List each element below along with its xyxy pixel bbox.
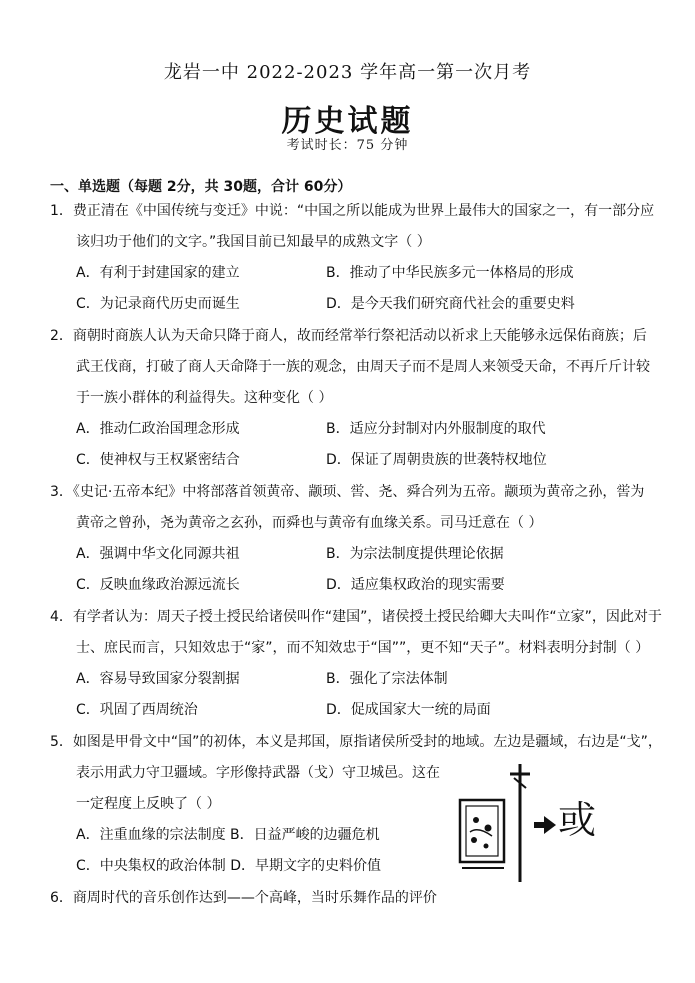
question-1-option-a: A．有利于封建国家的建立 <box>76 265 240 281</box>
question-6-line-1: 6．商周时代的音乐创作达到——个高峰，当时乐舞作品的评价 <box>50 890 437 906</box>
arrow-right-icon <box>534 816 556 834</box>
question-2-line-3: 于一族小群体的利益得失。这种变化（ ） <box>76 390 333 406</box>
exam-title: 龙岩一中 2022-2023 学年高一第一次月考 <box>163 62 532 83</box>
question-1-line-1: 1．费正清在《中国传统与变迁》中说：“中国之所以能成为世界上最伟大的国家之一，有一部分应 <box>50 203 655 219</box>
guo-character-icon: 或 <box>558 798 597 842</box>
question-4-line-2: 士、庶民而言，只知效忠于“家”，而不知效忠于“国””，更不知“天子”。材料表明分封制（ ） <box>76 640 650 656</box>
question-2-line-2: 武王伐商，打破了商人天命降于一族的观念，由周天子而不是周人来领受天命，不再斤斤计较 <box>76 359 650 375</box>
exam-duration: 考试时长：75 分钟 <box>286 138 409 153</box>
question-1-option-d: D．是今天我们研究商代社会的重要史料 <box>326 296 575 312</box>
question-2-option-d: D．保证了周朝贵族的世袭特权地位 <box>326 452 547 468</box>
subject-title: 历史试题 <box>281 104 414 139</box>
question-5-options-ab: A．注重血缘的宗法制度 B．日益严峻的边疆危机 <box>76 827 380 843</box>
question-3-option-d: D．适应集权政治的现实需要 <box>326 577 505 593</box>
question-3-option-b: B．为宗法制度提供理论依据 <box>326 546 504 562</box>
question-4-option-d: D．促成国家大一统的局面 <box>326 702 491 718</box>
question-1-option-c: C．为记录商代历史而诞生 <box>76 296 240 312</box>
question-5-line-2: 表示用武力守卫疆域。字形像持武器（戈）守卫城邑。这在 <box>76 765 440 781</box>
oracle-bone-figure <box>448 760 598 885</box>
question-2-line-1: 2．商朝时商族人认为天命只降于商人，故而经常举行祭祀活动以祈求上天能够永远保佑商族；后 <box>50 328 647 344</box>
question-5-line-1: 5．如图是甲骨文中“国”的初体，本义是邦国，原指诸侯所受封的地域。左边是疆域，右边是“戈”， <box>50 734 662 750</box>
question-1-option-b: B．推动了中华民族多元一体格局的形成 <box>326 265 574 281</box>
question-3-line-1: 3．《史记·五帝本纪》中将部落首领黄帝、颛顼、喾、尧、舜合列为五帝。颛顼为黄帝之孙，喾为 <box>50 484 645 500</box>
section-title: 一、单选题（每题 2分，共 30题，合计 60分） <box>50 179 352 195</box>
question-4-option-b: B．强化了宗法体制 <box>326 671 448 687</box>
question-2-option-b: B．适应分封制对内外服制度的取代 <box>326 421 546 437</box>
question-3-option-a: A．强调中华文化同源共祖 <box>76 546 240 562</box>
question-2-option-c: C．使神权与王权紧密结合 <box>76 452 240 468</box>
question-5-line-3: 一定程度上反映了（ ） <box>76 796 221 812</box>
question-4-option-c: C．巩固了西周统治 <box>76 702 198 718</box>
question-4-option-a: A．容易导致国家分裂割据 <box>76 671 240 687</box>
question-2-option-a: A．推动仁政治国理念形成 <box>76 421 240 437</box>
question-4-line-1: 4．有学者认为：周天子授土授民给诸侯叫作“建国”，诸侯授土授民给卿大夫叫作“立家”，因此对于 <box>50 609 662 625</box>
question-5-options-cd: C．中央集权的政治体制 D．早期文字的史料价值 <box>76 858 382 874</box>
question-3-option-c: C．反映血缘政治源远流长 <box>76 577 240 593</box>
question-1-line-2: 该归功于他们的文字。”我国目前已知最早的成熟文字（ ） <box>76 234 431 250</box>
question-3-line-2: 黄帝之曾孙，尧为黄帝之玄孙，而舜也与黄帝有血缘关系。司马迁意在（ ） <box>76 515 543 531</box>
